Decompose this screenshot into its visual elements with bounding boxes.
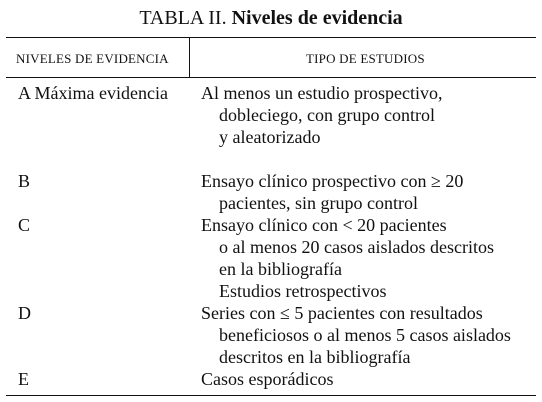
row-e-level: E bbox=[18, 369, 29, 389]
row-d-level: D bbox=[18, 303, 31, 323]
row-d-line-1: Series con ≤ 5 pacientes con resultados bbox=[201, 303, 483, 323]
row-a-level: A Máxima evidencia bbox=[18, 83, 168, 103]
row-c-line-3: en la bibliografía bbox=[219, 259, 342, 279]
table-header bbox=[6, 38, 536, 78]
header-divider bbox=[189, 38, 190, 78]
row-b-level: B bbox=[18, 171, 31, 191]
row-d-line-3: descritos en la bibliografía bbox=[219, 347, 411, 367]
row-b-line-2: pacientes, sin grupo control bbox=[219, 193, 418, 213]
row-c-line-4: Estudios retrospectivos bbox=[219, 281, 387, 301]
caption-prefix: TABLA II. bbox=[139, 7, 227, 29]
row-a-line-2: dobleciego, con grupo control bbox=[219, 105, 435, 125]
header-levels: NIVELES DE EVIDENCIA bbox=[16, 51, 169, 66]
row-c-level: C bbox=[18, 215, 31, 235]
row-a-line-3: y aleatorizado bbox=[219, 127, 321, 147]
row-b-line-1: Ensayo clínico prospectivo con ≥ 20 bbox=[201, 171, 464, 191]
row-c-line-1: Ensayo clínico con < 20 pacientes bbox=[201, 215, 447, 235]
table-caption bbox=[0, 6, 542, 30]
row-d-line-2: beneficiosos o al menos 5 casos aislados bbox=[219, 325, 511, 345]
row-e-line-1: Casos esporádicos bbox=[201, 369, 334, 389]
evidence-table bbox=[6, 37, 536, 396]
header-study-type: TIPO DE ESTUDIOS bbox=[306, 51, 425, 66]
row-a-line-1: Al menos un estudio prospectivo, bbox=[201, 83, 443, 103]
row-c-line-2: o al menos 20 casos aislados descritos bbox=[219, 237, 494, 257]
caption-title: Niveles de evidencia bbox=[231, 7, 403, 29]
